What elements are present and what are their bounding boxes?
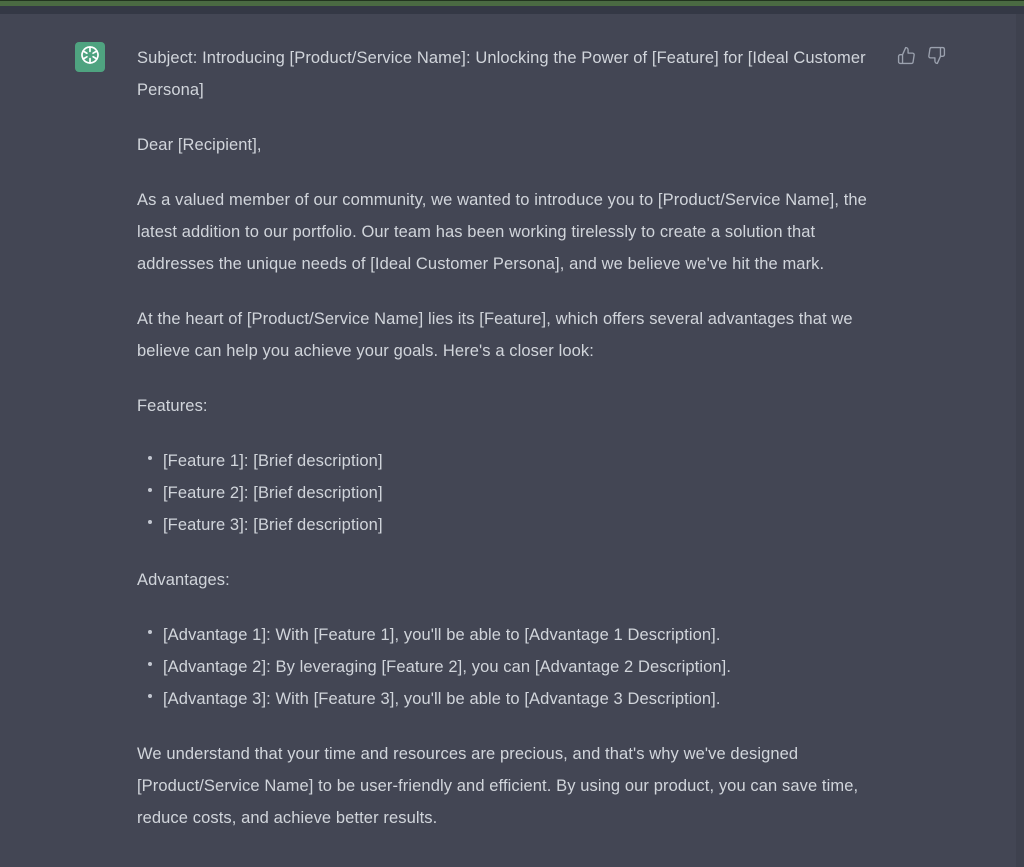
list-item: [Feature 2]: [Brief description] <box>137 477 873 509</box>
list-item: [Feature 3]: [Brief description] <box>137 509 873 541</box>
list-item: [Feature 1]: [Brief description] <box>137 445 873 477</box>
thumbs-down-button[interactable] <box>927 46 946 65</box>
thumbs-up-button[interactable] <box>897 46 916 65</box>
advantages-list <box>137 619 873 715</box>
assistant-message <box>0 14 1024 857</box>
list-item: [Advantage 2]: By leveraging [Feature 2], you can [Advantage 2 Description]. <box>137 651 873 683</box>
email-intro-paragraph: As a valued member of our community, we wanted to introduce you to [Product/Service Name], the latest addition to our portfolio. Our team has been working tirelessly to create a solution that addresses the unique needs of [Ideal Customer Persona], and we believe we've hit the mark. <box>137 191 867 273</box>
email-feature-paragraph: At the heart of [Product/Service Name] lies its [Feature], which offers several advantages that we believe can help you achieve your goals. Here's a closer look: <box>137 310 853 360</box>
advantages-heading: Advantages: <box>137 571 230 589</box>
message-content <box>137 42 873 857</box>
thumbs-up-icon <box>897 53 916 68</box>
email-greeting: Dear [Recipient], <box>137 136 262 154</box>
scrollbar-track[interactable] <box>1016 14 1024 867</box>
list-item: [Advantage 1]: With [Feature 1], you'll be able to [Advantage 1 Description]. <box>137 619 873 651</box>
features-list <box>137 445 873 541</box>
email-closing-paragraph: We understand that your time and resources are precious, and that's why we've designed [Product/Service Name] to be user-friendly and efficient. By using our product, you can save time, reduce costs, and achieve better results. <box>137 745 859 827</box>
previous-message-edge <box>0 6 1024 14</box>
list-item: [Advantage 3]: With [Feature 3], you'll be able to [Advantage 3 Description]. <box>137 683 873 715</box>
features-heading: Features: <box>137 397 208 415</box>
openai-logo-icon <box>79 44 101 71</box>
email-subject: Subject: Introducing [Product/Service Name]: Unlocking the Power of [Feature] for [Ideal Customer Persona] <box>137 49 866 99</box>
avatar <box>75 42 105 72</box>
thumbs-down-icon <box>927 53 946 68</box>
feedback-actions <box>897 42 946 65</box>
